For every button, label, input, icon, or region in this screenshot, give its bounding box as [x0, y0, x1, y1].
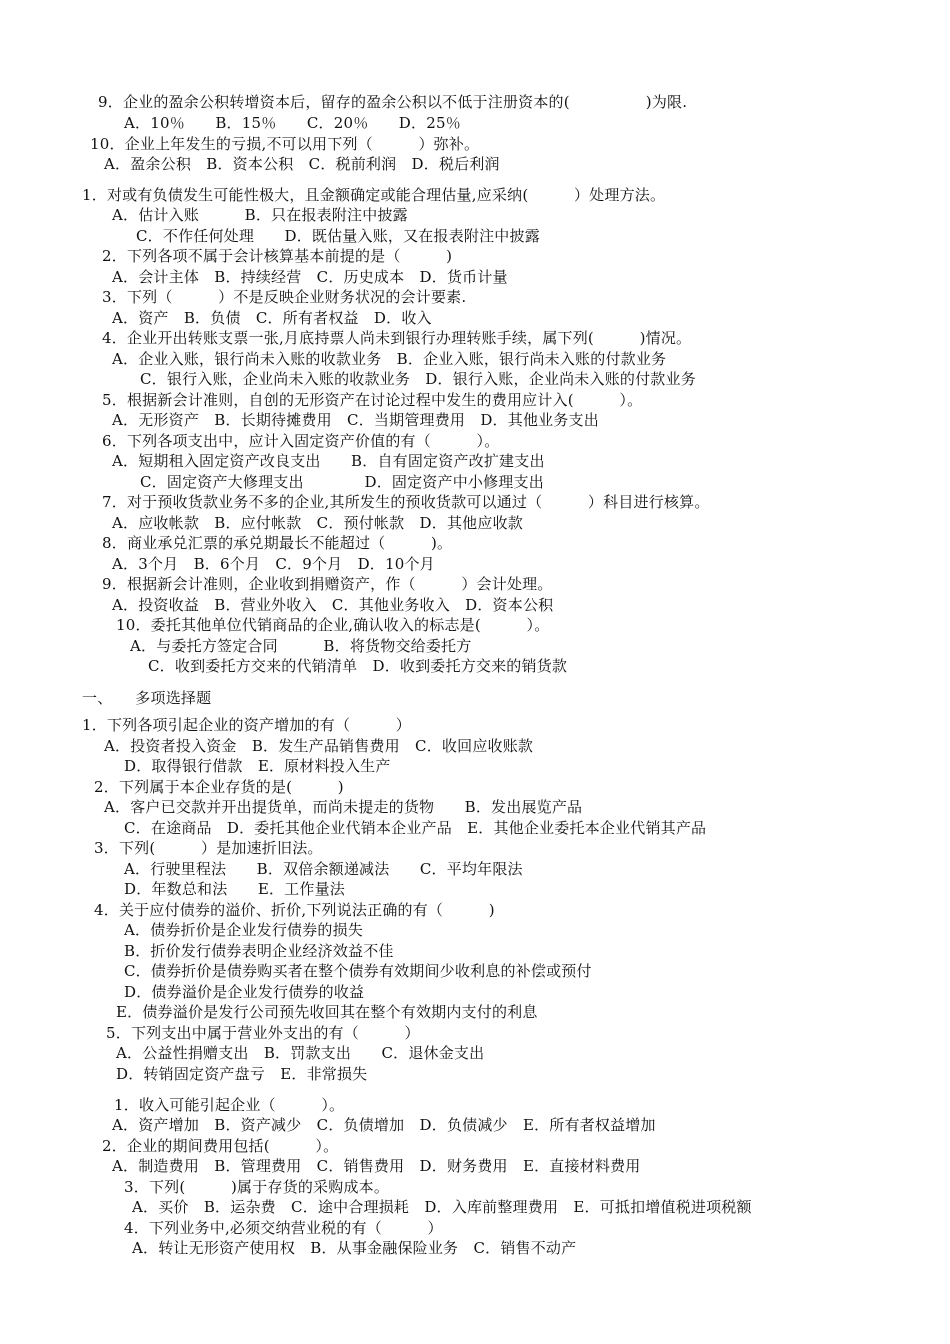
question-line: 5．下列支出中属于营业外支出的有（ ）: [106, 1024, 420, 1042]
question-line: 9．根据新会计准则，企业收到捐赠资产，作（ ）会计处理。: [102, 575, 553, 593]
option-line: B．折价发行债券表明企业经济效益不佳: [124, 942, 394, 960]
question-line: 10．委托其他单位代销商品的企业,确认收入的标志是( ）。: [116, 616, 550, 634]
option-line: C．不作任何处理 D．既估量入账，又在报表附注中披露: [136, 227, 540, 245]
option-line: A．行驶里程法 B．双倍余额递减法 C．平均年限法: [124, 860, 523, 878]
option-line: D．年数总和法 E．工作量法: [124, 880, 345, 898]
question-line: 3．下列( ）是加速折旧法。: [94, 839, 323, 857]
option-line: A．与委托方签定合同 B．将货物交给委托方: [130, 637, 472, 655]
option-line: A．客户已交款并开出提货单，而尚未提走的货物 B．发出展览产品: [104, 798, 583, 816]
option-line: C．收到委托方交来的代销清单 D．收到委托方交来的销货款: [148, 657, 568, 675]
option-line: E．债券溢价是发行公司预先收回其在整个有效期内支付的利息: [116, 1003, 538, 1021]
option-line: A．买价 B．运杂费 C．途中合理损耗 D．入库前整理费用 E．可抵扣增值税进项税额: [132, 1198, 752, 1216]
option-line: C．固定资产大修理支出 D．固定资产中小修理支出: [140, 473, 544, 491]
option-line: D．取得银行借款 E．原材料投入生产: [124, 757, 391, 775]
option-line: A．投资者投入资金 B．发生产品销售费用 C．收回应收账款: [104, 737, 534, 755]
option-line: C．在途商品 D．委托其他企业代销本企业产品 E．其他企业委托本企业代销其产品: [124, 819, 707, 837]
option-line: A．资产增加 B．资产减少 C．负债增加 D．负债减少 E．所有者权益增加: [112, 1116, 656, 1134]
option-line: D．转销固定资产盘亏 E．非常损失: [116, 1065, 368, 1083]
option-line: A．公益性捐赠支出 B．罚款支出 C．退休金支出: [116, 1044, 485, 1062]
option-line: A．盈余公积 B．资本公积 C．税前利润 D．税后利润: [104, 155, 500, 173]
question-line: 8．商业承兑汇票的承兑期最长不能超过（ )。: [102, 534, 453, 552]
option-line: C．债券折价是债券购买者在整个债券有效期间少收利息的补偿或预付: [124, 962, 592, 980]
option-line: A．3个月 B．6个月 C．9个月 D．10个月: [112, 555, 435, 573]
option-line: A．10％ B．15％ C．20％ D．25％: [124, 114, 461, 132]
question-line: 3．下列( )属于存货的采购成本。: [124, 1178, 390, 1196]
question-line: 6．下列各项支出中，应计入固定资产价值的有（ ）。: [102, 432, 500, 450]
option-line: A．会计主体 B．持续经营 C．历史成本 D．货币计量: [112, 268, 508, 286]
question-line: 5．根据新会计准则，自创的无形资产在讨论过程中发生的费用应计入( ）。: [102, 391, 643, 409]
option-line: A．应收帐款 B．应付帐款 C．预付帐款 D．其他应收款: [112, 514, 523, 532]
option-line: A．债券折价是企业发行债券的损失: [124, 921, 364, 939]
question-line: 4．关于应付债券的溢价、折价,下列说法正确的有（ ): [94, 901, 495, 919]
option-line: A．短期租入固定资产改良支出 B．自有固定资产改扩建支出: [112, 452, 545, 470]
option-line: A．企业入账，银行尚未入账的收款业务 B．企业入账，银行尚未入账的付款业务: [112, 350, 667, 368]
option-line: A．无形资产 B．长期待摊费用 C．当期管理费用 D．其他业务支出: [112, 411, 599, 429]
question-line: 2．企业的期间费用包括( ）。: [102, 1137, 339, 1155]
question-line: 1．对或有负债发生可能性极大，且金额确定或能合理估量,应采纳( ）处理方法。: [82, 186, 666, 204]
option-line: A．转让无形资产使用权 B．从事金融保险业务 C．销售不动产: [132, 1239, 577, 1257]
option-line: A．投资收益 B．营业外收入 C．其他业务收入 D．资本公积: [112, 596, 554, 614]
option-line: A．估计入账 B．只在报表附注中披露: [112, 206, 408, 224]
question-line: 1．收入可能引起企业（ ）。: [114, 1096, 345, 1114]
question-line: 1．下列各项引起企业的资产增加的有（ ）: [82, 716, 411, 734]
question-line: 2．下列各项不属于会计核算基本前提的是（ ): [102, 247, 453, 265]
question-line: 4．下列业务中,必须交纳营业税的有（ ）: [124, 1219, 443, 1237]
question-line: 3．下列（ ）不是反映企业财务状况的会计要素.: [102, 288, 467, 306]
question-line: 9．企业的盈余公积转增资本后，留存的盈余公积以不低于注册资本的( )为限.: [98, 93, 688, 111]
option-line: A．资产 B．负债 C．所有者权益 D．收入: [112, 309, 432, 327]
question-line: 2．下列属于本企业存货的是( ): [94, 778, 344, 796]
question-line: 4．企业开出转账支票一张,月底持票人尚未到银行办理转账手续，属下列( )情况。: [102, 329, 692, 347]
section-heading: 一、 多项选择题: [82, 689, 212, 707]
option-line: C．银行入账，企业尚未入账的收款业务 D．银行入账，企业尚未入账的付款业务: [140, 370, 696, 388]
option-line: A．制造费用 B．管理费用 C．销售费用 D．财务费用 E．直接材料费用: [112, 1157, 641, 1175]
option-line: D．债券溢价是企业发行债券的收益: [124, 983, 365, 1001]
question-line: 7．对于预收货款业务不多的企业,其所发生的预收货款可以通过（ ）科目进行核算。: [102, 493, 710, 511]
question-line: 10．企业上年发生的亏损,不可以用下列（ ）弥补。: [90, 135, 480, 153]
